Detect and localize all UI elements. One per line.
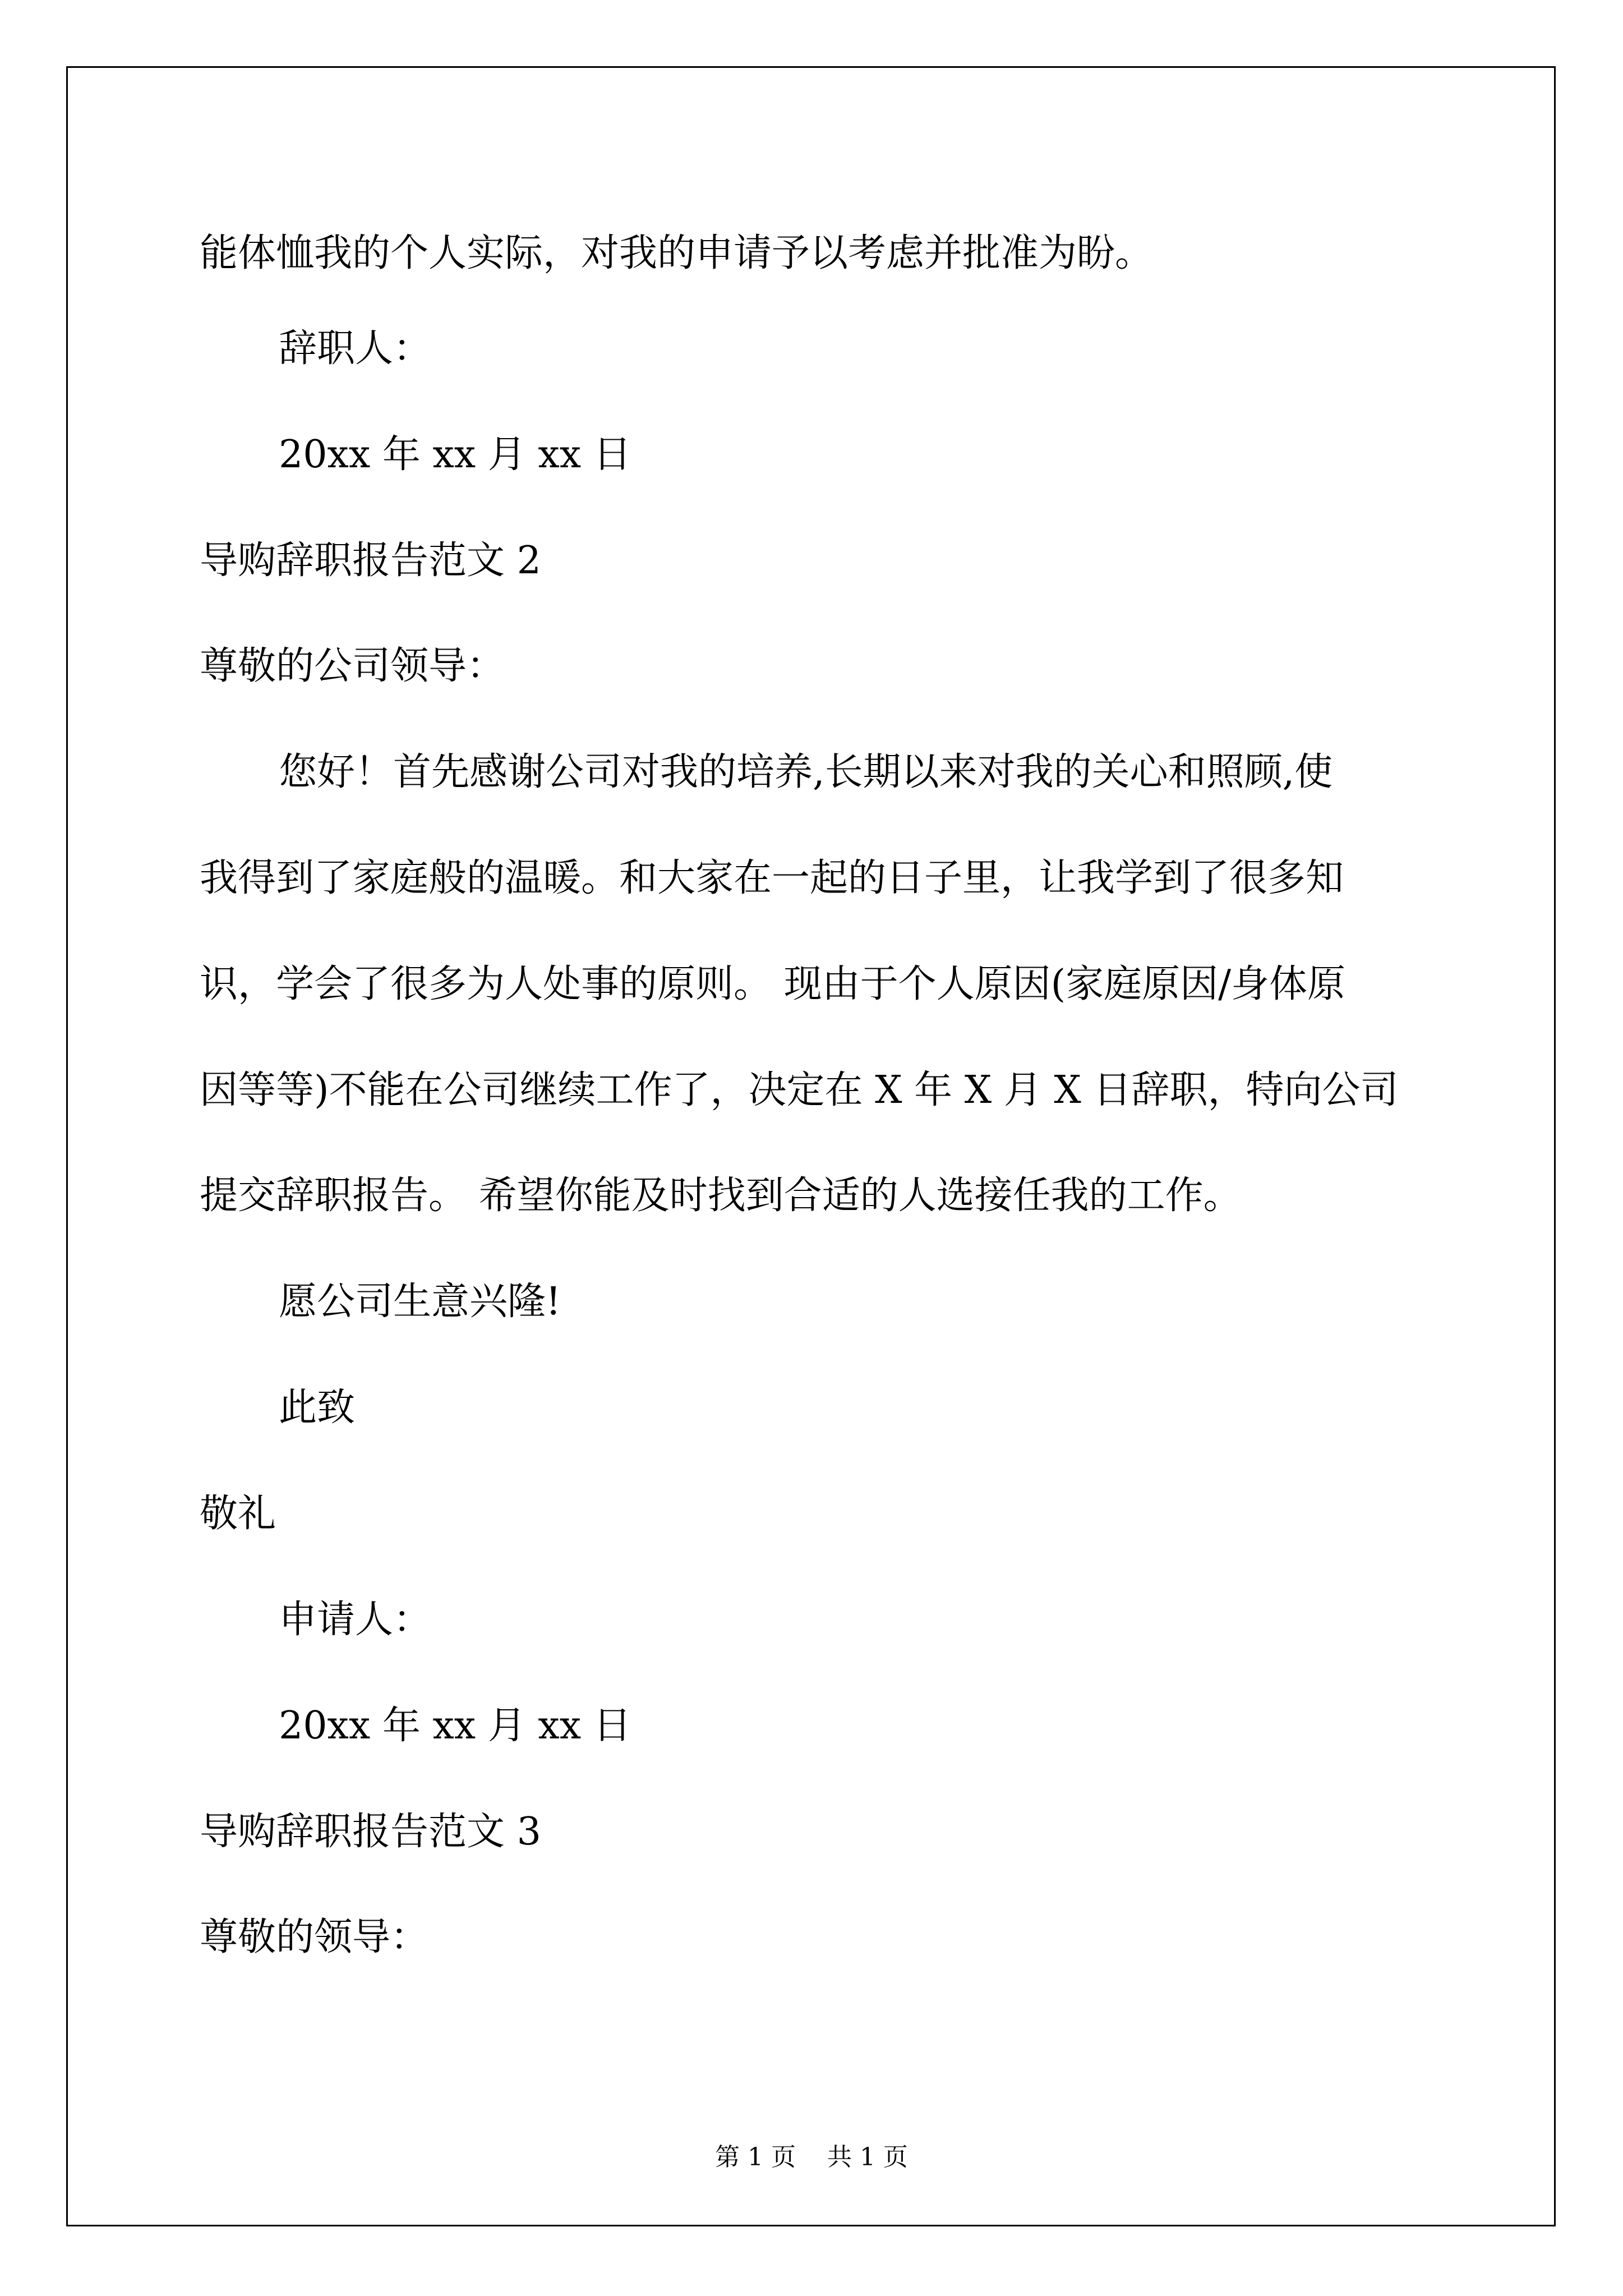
closing-phrase: 此致 bbox=[279, 1386, 356, 1430]
body-line-4: 因等等)不能在公司继续工作了，决定在 X 年 X 月 X 日辞职，特向公司 bbox=[200, 1068, 1399, 1112]
applicant-label: 申请人： bbox=[279, 1598, 432, 1642]
body-line-5: 提交辞职报告。 希望你能及时找到合适的人选接任我的工作。 bbox=[200, 1174, 1242, 1218]
date-line-2: 20xx 年 xx 月 xx 日 bbox=[279, 1704, 631, 1748]
page-border bbox=[66, 66, 1556, 2226]
body-line-3: 识，学会了很多为人处事的原则。 现由于个人原因(家庭原因/身体原 bbox=[200, 962, 1346, 1006]
wish-line: 愿公司生意兴隆! bbox=[279, 1280, 561, 1324]
salutation-3: 尊敬的领导： bbox=[200, 1915, 429, 1959]
body-line-closing-request: 能体恤我的个人实际，对我的申请予以考虑并批准为盼。 bbox=[200, 231, 1154, 275]
section-heading-2: 导购辞职报告范文 2 bbox=[200, 539, 541, 583]
page-footer: 第 1 页 共 1 页 bbox=[715, 2143, 908, 2171]
closing-salute: 敬礼 bbox=[200, 1492, 276, 1536]
date-line: 20xx 年 xx 月 xx 日 bbox=[279, 432, 631, 477]
salutation: 尊敬的公司领导： bbox=[200, 644, 505, 688]
body-line-1: 您好！首先感谢公司对我的培养,长期以来对我的关心和照顾,使 bbox=[279, 750, 1333, 794]
signer-label: 辞职人： bbox=[279, 326, 432, 371]
section-heading-3: 导购辞职报告范文 3 bbox=[200, 1810, 541, 1854]
body-line-2: 我得到了家庭般的温暖。和大家在一起的日子里，让我学到了很多知 bbox=[200, 856, 1344, 900]
